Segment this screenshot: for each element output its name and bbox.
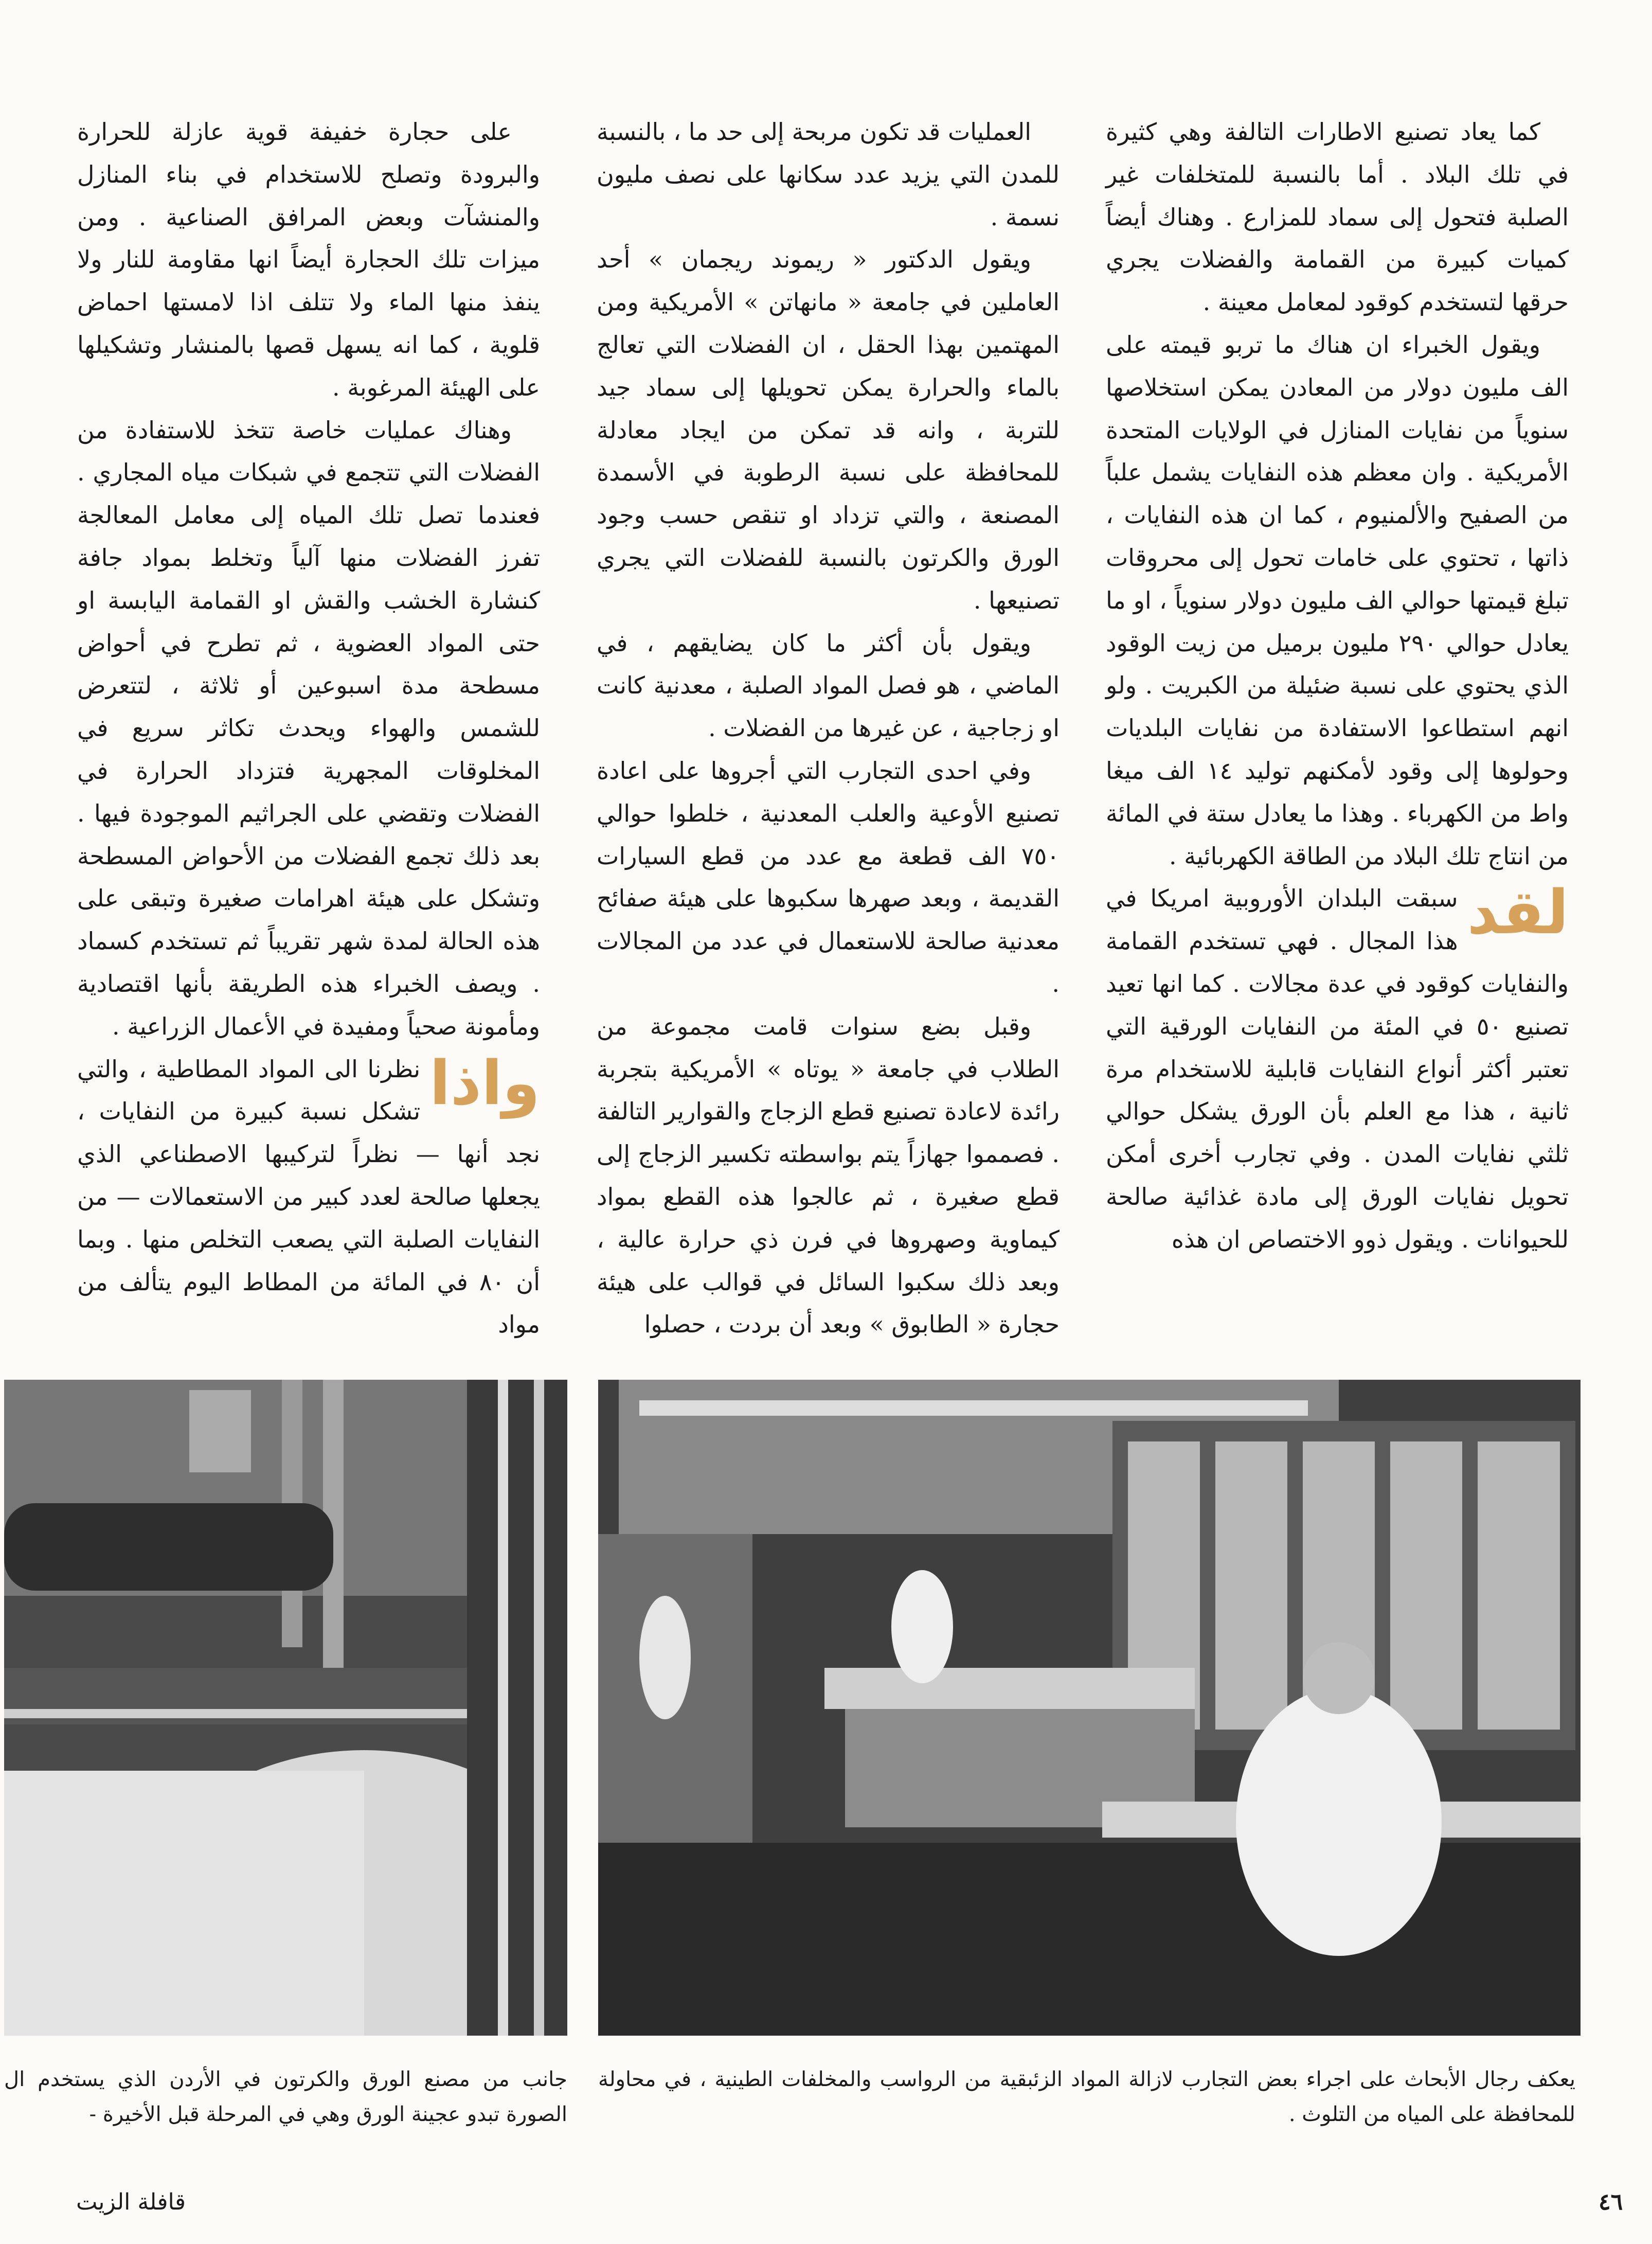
paper-factory-photo (4, 1380, 567, 2036)
dropcap-paragraph (77, 1048, 540, 1346)
paragraph: ويقول الخبراء ان هناك ما تربو قيمته على الف مليون دولار من المعادن يمكن استخلاصها سنوياً من نفايات المنازل في الولايات المتحدة الأمريكية . وان معظم هذه النفايات يشمل علباً من الصفيح والألمنيوم ، كما ان هذه النفايات ، ذاتها ، تحتوي على خامات تحول إلى محروقات تبلغ قيمتها حوالي الف مليون دولار سنوياً ، او ما يعادل حوالي ٢٩٠ مليون برميل من زيت الوقود الذي يحتوي على نسبة ضئيلة من الكبريت . ولو انهم استطاعوا الاستفادة من نفايات البلديات وحولوها إلى وقود لأمكنهم توليد ١٤ الف ميغا واط من الكهرباء . وهذا ما يعادل ستة في المائة من انتاج تلك البلاد من الطاقة الكهربائية . (1106, 330, 1569, 870)
laboratory-photo-caption: يعكف رجال الأبحاث على اجراء بعض التجارب لازالة المواد الزئبقية من الرواسب والمخلفات الطينية ، في محاولة للمحافظة على المياه من التلوث . (598, 2068, 1575, 2126)
laboratory-illustration (598, 1380, 1581, 2036)
factory-illustration (4, 1380, 567, 2036)
paragraph: وهناك عمليات خاصة تتخذ للاستفادة من الفضلات التي تتجمع في شبكات مياه المجاري . فعندما تصل تلك المياه إلى معامل المعالجة تفرز الفضلات منها آلياً وتخلط بمواد جافة كنشارة الخشب والقش او القمامة اليابسة او حتى المواد العضوية ، ثم تطرح في أحواض مسطحة مدة اسبوعين أو ثلاثة ، لتتعرض للشمس والهواء ويحدث تكاثر سريع في المخلوقات المجهرية فتزداد الحرارة في الفضلات وتقضي على الجراثيم الموجودة فيها . بعد ذلك تجمع الفضلات من الأحواض المسطحة وتشكل على هيئة اهرامات صغيرة وتبقى على هذه الحالة لمدة شهر تقريباً ثم تستخدم كسماد . ويصف الخبراء هذه الطريقة بأنها اقتصادية ومأمونة صحياً ومفيدة في الأعمال الزراعية . (77, 416, 540, 1040)
article-column-middle (597, 111, 1060, 1346)
paragraph-text: سبقت البلدان الأوروبية امريكا في هذا المجال . فهي تستخدم القمامة والنفايات كوقود في عدة مجالات . كما انها تعيد تصنيع ٥٠ في المئة من النفايات الورقية التي تعتبر أكثر أنواع النفايات قابلية للاستخدام مرة ثانية ، هذا مع العلم بأن الورق يشكل حوالي ثلثي نفايات المدن . وفي تجارب أخرى أمكن تحويل نفايات الورق إلى مادة غذائية صالحة للحيوانات . ويقول ذوو الاختصاص ان هذه (1106, 884, 1569, 1253)
page-number: ٤٦ (1599, 2189, 1623, 2215)
dropcap-word: واذا (429, 1047, 540, 1118)
dropcap-paragraph (1106, 877, 1569, 1260)
factory-photo-caption: جانب من مصنع الورق والكرتون في الأردن الذي يستخدم ال الصورة تبدو عجينة الورق وهي في المرحلة قبل الأخيرة - (4, 2068, 567, 2126)
paragraph: كما يعاد تصنيع الاطارات التالفة وهي كثيرة في تلك البلاد . أما بالنسبة للمتخلفات غير الصلبة فتحول إلى سماد للمزارع . وهناك أيضاً كميات كبيرة من القمامة والفضلات يجري حرقها لتستخدم كوقود لمعامل معينة . (1106, 118, 1569, 316)
dropcap-word: لقد (1467, 877, 1569, 948)
magazine-name: قافلة الزيت (76, 2189, 186, 2215)
article-column-right (1106, 111, 1569, 1261)
laboratory-photo (598, 1380, 1581, 2036)
paragraph-text: نظرنا الى المواد المطاطية ، والتي تشكل نسبة كبيرة من النفايات ، نجد أنها — نظراً لتركيبها الاصطناعي الذي يجعلها صالحة لعدد كبير من الاستعمالات — من النفايات الصلبة التي يصعب التخلص منها . وبما أن ٨٠ في المائة من المطاط اليوم يتألف من مواد (77, 1055, 540, 1339)
paragraph: ويقول الدكتور « ريموند ريجمان » أحد العاملين في جامعة « مانهاتن » الأمريكية ومن المهتمين بهذا الحقل ، ان الفضلات التي تعالج بالماء والحرارة يمكن تحويلها إلى سماد جيد للتربة ، وانه قد تمكن من ايجاد معادلة للمحافظة على نسبة الرطوبة في الأسمدة المصنعة ، والتي تزداد او تنقص حسب وجود الورق والكرتون بالنسبة للفضلات التي يجري تصنيعها . (597, 245, 1060, 614)
paragraph: العمليات قد تكون مربحة إلى حد ما ، بالنسبة للمدن التي يزيد عدد سكانها على نصف مليون نسمة . (597, 118, 1060, 231)
paragraph: ويقول بأن أكثر ما كان يضايقهم ، في الماضي ، هو فصل المواد الصلبة ، معدنية كانت او زجاجية ، عن غيرها من الفضلات . (597, 629, 1060, 742)
paragraph: وفي احدى التجارب التي أجروها على اعادة تصنيع الأوعية والعلب المعدنية ، خلطوا حوالي ٧٥٠ الف قطعة مع عدد من قطع السيارات القديمة ، وبعد صهرها سكبوها على هيئة صفائح معدنية صالحة للاستعمال في عدد من المجالات . (597, 756, 1060, 998)
paragraph: وقبل بضع سنوات قامت مجموعة من الطلاب في جامعة « يوتاه » الأمريكية بتجربة رائدة لاعادة تصنيع قطع الزجاج والقوارير التالفة . فصمموا جهازاً يتم بواسطته تكسير الزجاج إلى قطع صغيرة ، ثم عالجوا هذه القطع بمواد كيماوية وصهروها في فرن ذي حرارة عالية ، وبعد ذلك سكبوا السائل في قوالب على هيئة حجارة « الطابوق » وبعد أن بردت ، حصلوا (597, 1012, 1060, 1339)
paragraph: على حجارة خفيفة قوية عازلة للحرارة والبرودة وتصلح للاستخدام في بناء المنازل والمنشآت وبعض المرافق الصناعية . ومن ميزات تلك الحجارة أيضاً انها مقاومة للنار ولا ينفذ منها الماء ولا تتلف اذا لامستها احماض قلوية ، كما انه يسهل قصها بالمنشار وتشكيلها على الهيئة المرغوبة . (77, 118, 540, 401)
article-column-left (77, 111, 540, 1346)
